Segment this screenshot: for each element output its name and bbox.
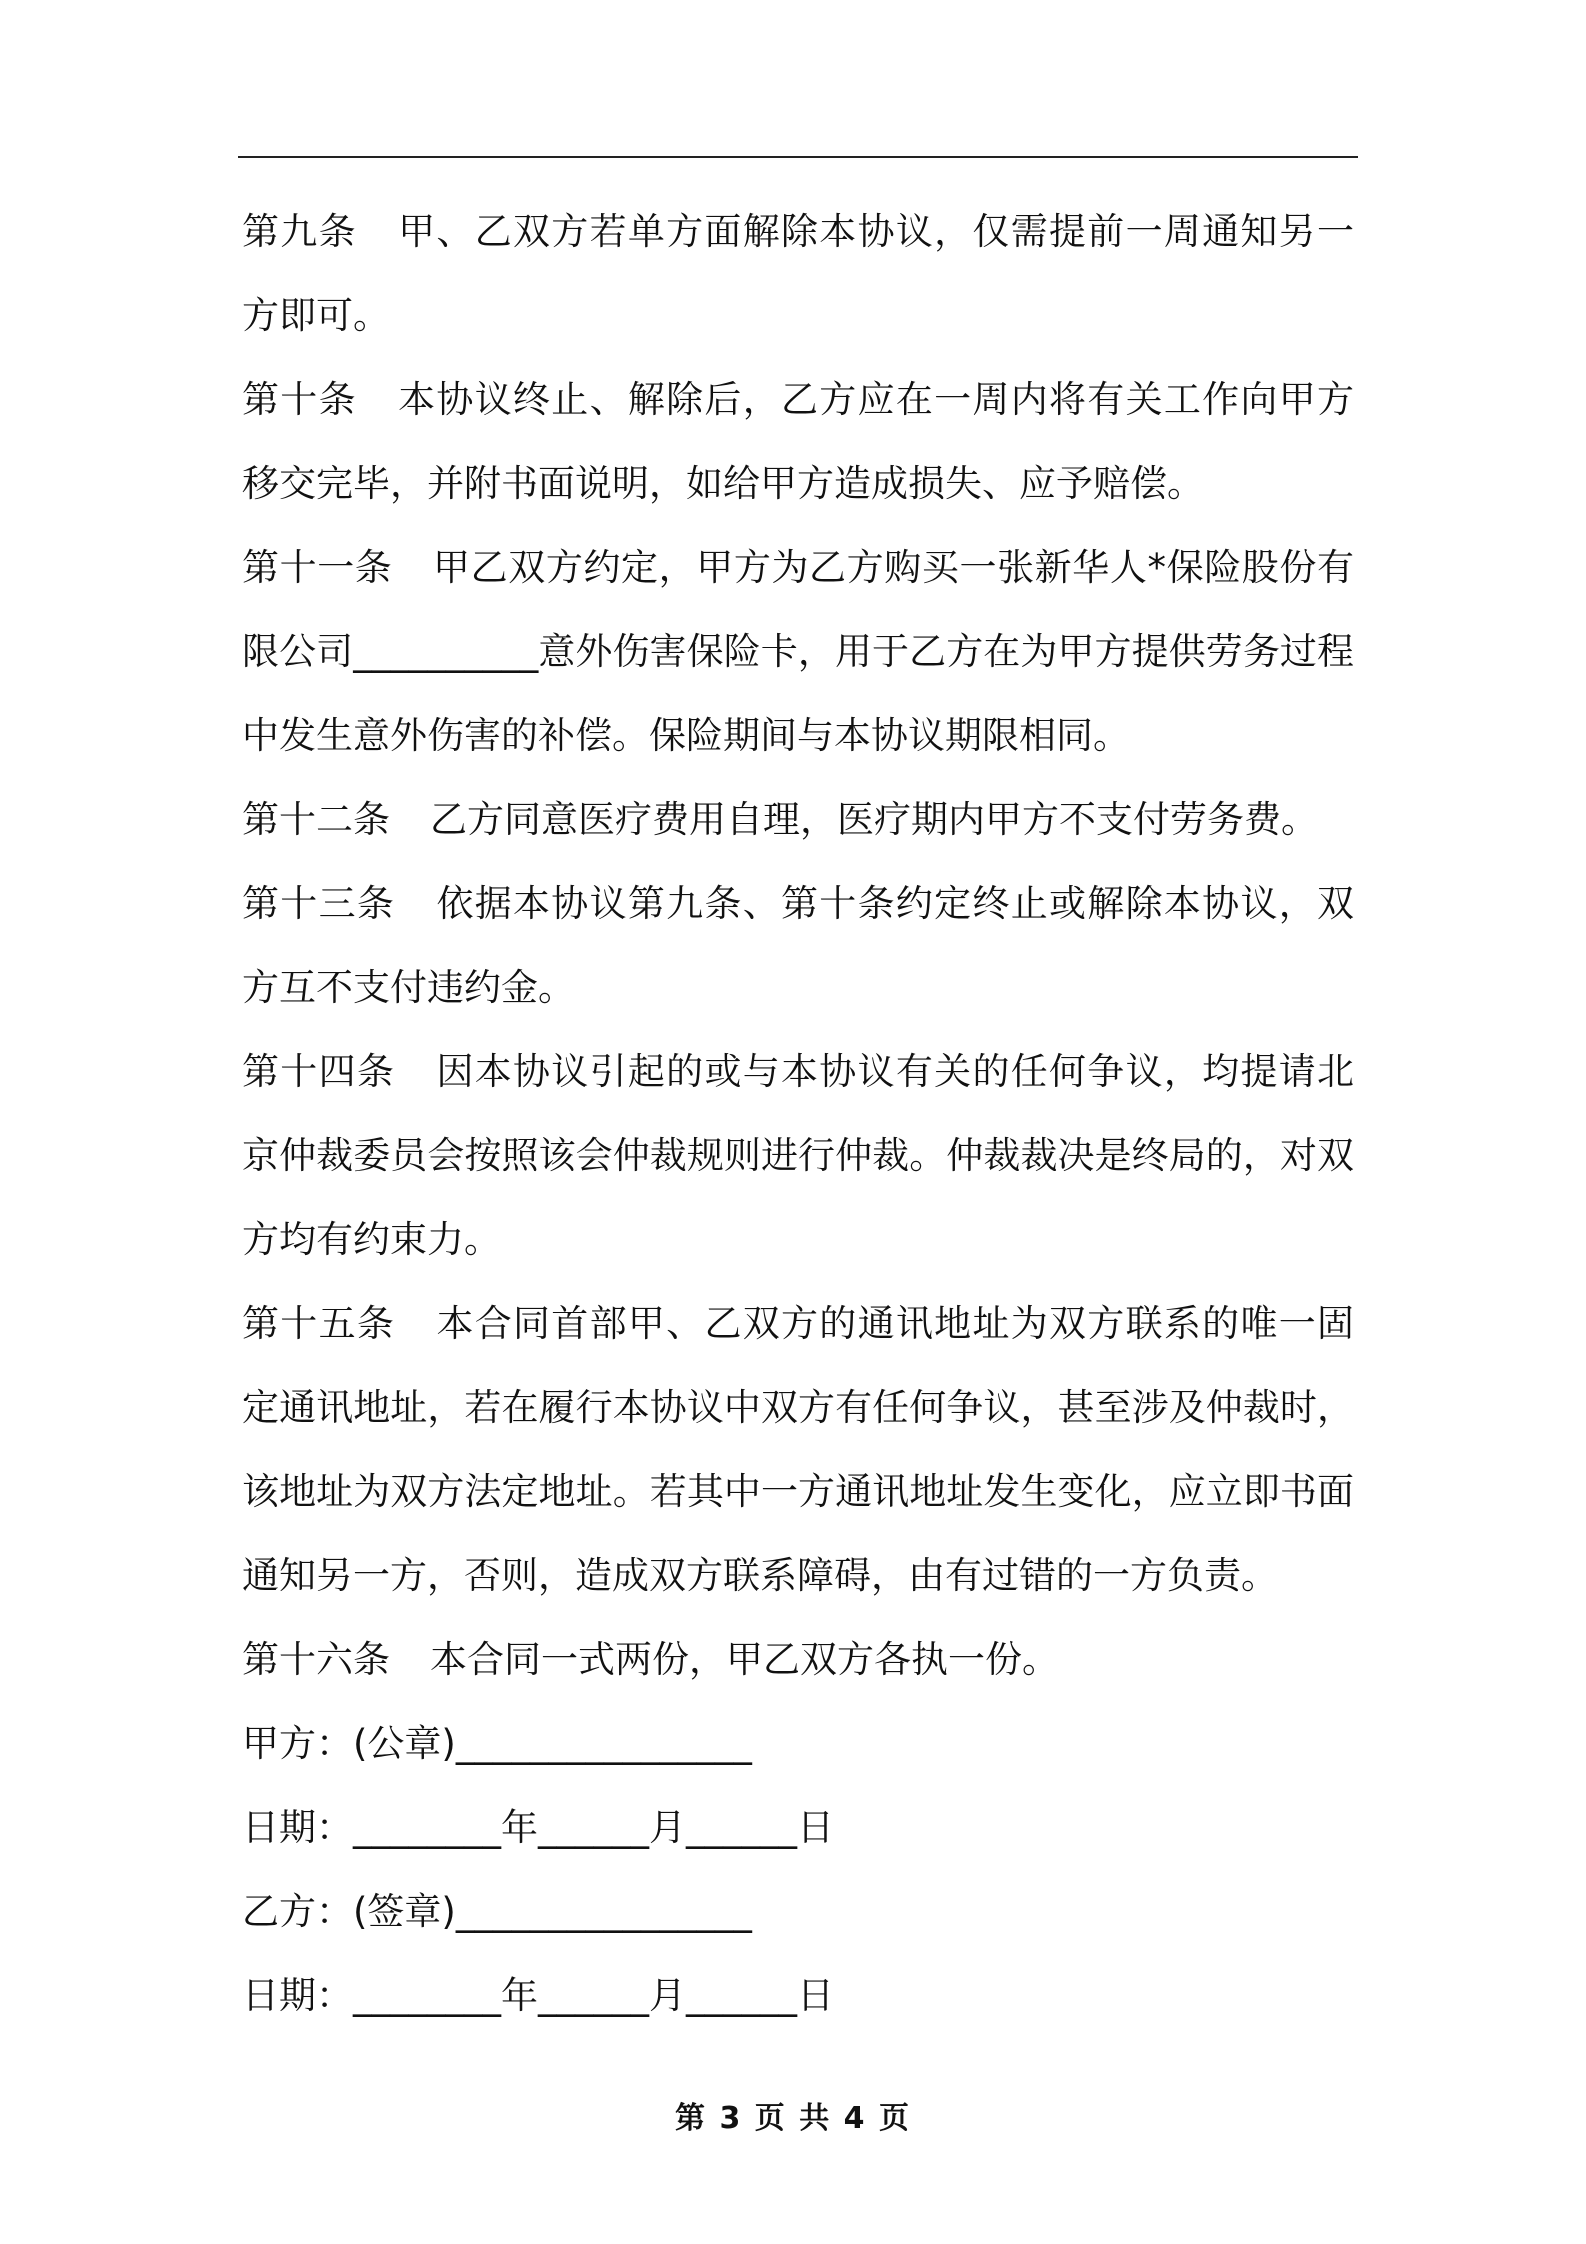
party-b-sign-line: 乙方：(签章)________________ — [242, 1890, 752, 1933]
document-body — [242, 190, 1354, 2038]
article-number: 第十一条 — [242, 546, 393, 589]
article-number: 第十二条 — [242, 798, 390, 841]
article-16 — [242, 1618, 1354, 1702]
page-footer — [0, 2093, 1586, 2137]
article-text: 本合同一式两份，甲乙双方各执一份。 — [430, 1638, 1059, 1681]
party-a-seal-line: 甲方：(公章)________________ — [242, 1722, 752, 1765]
article-text: 依据本协议第九条、第十条约定终止或解除本协议，双方互不支付违约金。 — [242, 882, 1355, 1009]
article-11 — [242, 526, 1354, 778]
page-number: 第 3 页 共 4 页 — [675, 2101, 911, 2136]
article-number: 第十五条 — [242, 1302, 396, 1345]
article-text: 甲、乙双方若单方面解除本协议，仅需提前一周通知另一方即可。 — [242, 210, 1355, 337]
article-number: 第十四条 — [242, 1050, 396, 1093]
party-b-date-line: 日期：________年______月______日 — [242, 1974, 834, 2017]
article-text: 因本协议引起的或与本协议有关的任何争议，均提请北京仲裁委员会按照该会仲裁规则进行仲裁。仲裁裁决是终局的，对双方均有约束力。 — [242, 1050, 1355, 1261]
article-13 — [242, 862, 1354, 1030]
article-number: 第十三条 — [242, 882, 396, 925]
party-a-date-line: 日期：________年______月______日 — [242, 1806, 834, 1849]
article-text: 甲乙双方约定，甲方为乙方购买一张新华人*保险股份有限公司__________意外伤害保险卡，用于乙方在为甲方提供劳务过程中发生意外伤害的补偿。保险期间与本协议期限相同。 — [242, 546, 1355, 757]
article-text: 本协议终止、解除后，乙方应在一周内将有关工作向甲方移交完毕，并附书面说明，如给甲方造成损失、应予赔偿。 — [242, 378, 1355, 505]
article-12 — [242, 778, 1354, 862]
article-text: 乙方同意医疗费用自理，医疗期内甲方不支付劳务费。 — [430, 798, 1318, 841]
header-rule — [238, 156, 1358, 158]
article-text: 本合同首部甲、乙双方的通讯地址为双方联系的唯一固定通讯地址，若在履行本协议中双方有任何争议，甚至涉及仲裁时，该地址为双方法定地址。若其中一方通讯地址发生变化，应立即书面通知另一方，否则，造成双方联系障碍，由有过错的一方负责。 — [242, 1302, 1355, 1597]
article-number: 第十六条 — [242, 1638, 390, 1681]
article-10 — [242, 358, 1354, 526]
article-number: 第九条 — [242, 210, 357, 253]
article-number: 第十条 — [242, 378, 357, 421]
article-9 — [242, 190, 1354, 358]
article-15 — [242, 1282, 1354, 1618]
article-14 — [242, 1030, 1354, 1282]
